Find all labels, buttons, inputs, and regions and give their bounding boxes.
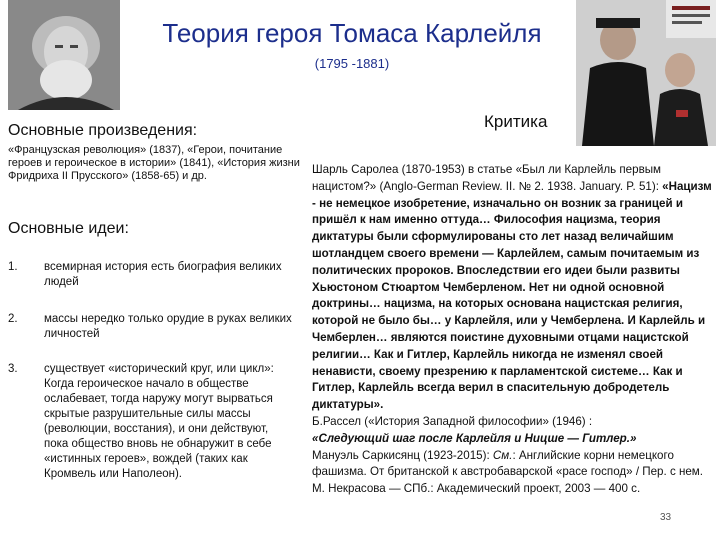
author-name: Б.Рассел bbox=[312, 414, 362, 428]
author-name: Мануэль Саркисянц bbox=[312, 448, 421, 462]
life-dates: (1795 -1881) bbox=[314, 56, 390, 71]
quote-text: «Следующий шаг после Карлейля и Ницше — Гитлер.» bbox=[312, 431, 637, 445]
idea-number: 3. bbox=[8, 363, 18, 375]
idea-text: существует «исторический круг, или цикл»: Когда героическое начало в обществе ослабевает, тогда наружу могут вырваться скрытые разрушительные силы массы (революции, восстания), и они действуют, пока общество вновь не обнаружит в себе «истинных героев», вождей (таких как Кромвель или Наполеон). bbox=[44, 363, 274, 480]
source-citation: («История Западной философии» (1946) : bbox=[361, 414, 593, 428]
carlyle-portrait bbox=[8, 0, 120, 110]
author-name: Шарль Саролеа bbox=[312, 163, 399, 176]
source-citation: : Английские корни немецкого фашизма. От британской к австробаварской «расе господ» / Пер. с нем. М. Некрасова — СПб.: Академический проект, 2003 — 400 с. bbox=[312, 448, 703, 496]
critique-russell bbox=[312, 414, 714, 431]
historical-photo bbox=[576, 0, 716, 146]
idea-number: 2. bbox=[8, 313, 18, 325]
critique-heading: Критика bbox=[484, 112, 548, 131]
critique-body bbox=[312, 162, 714, 498]
idea-text: массы нередко только орудие в руках великих личностей bbox=[44, 313, 292, 340]
page-title: Теория героя Томаса Карлейля bbox=[162, 18, 542, 48]
see-label: См. bbox=[492, 448, 513, 462]
source-citation: (1923-2015): bbox=[420, 448, 493, 462]
critique-russell-quote bbox=[312, 431, 714, 448]
works-heading: Основные произведения: bbox=[8, 122, 198, 139]
critique-saroléa bbox=[312, 162, 714, 414]
ideas-heading: Основные идеи: bbox=[8, 220, 129, 237]
page-number: 33 bbox=[660, 512, 672, 523]
idea-number: 1. bbox=[8, 261, 18, 273]
critique-sarkisyants bbox=[312, 448, 714, 498]
quote-text: «Нацизм - не немецкое изобретение, изначально он возник за границей и пришёл к нам именно оттуда… Философия нацизма, теория диктатуры были сформулированы сто лет назад величайшим шотландцем своего времени — Карлейлем, самым почитаемым из политических пророков. Впоследствии его идеи были развиты Хьюстоном Стюартом Чемберленом. Нет ни одной основной доктрины… нацизма, на которых основана нацистская религия, которой не было бы… у Карлейля, или у Чемберлена. И Карлейль и Чемберлен… являются поистине духовными отцами нацистской религии… Как и Гитлер, Карлейль никогда не изменял своей ненависти, своему презрению к парламентской системе… Как и Гитлер, Карлейль всегда верил в спасительную добродетель диктатуры». bbox=[312, 179, 712, 412]
works-list: «Французская революция» (1837), «Герои, почитание героев и героическое в истории» (1841), «История жизни Фридриха II Прусского» (1858-65) и др. bbox=[8, 144, 300, 182]
idea-text: всемирная история есть биография великих людей bbox=[44, 261, 282, 288]
source-citation: (1870-1953) в статье «Был ли Карлейль первым нацистом?» (Anglo-German Review. II. № 2. 1938. January. P. 51): bbox=[312, 163, 663, 193]
